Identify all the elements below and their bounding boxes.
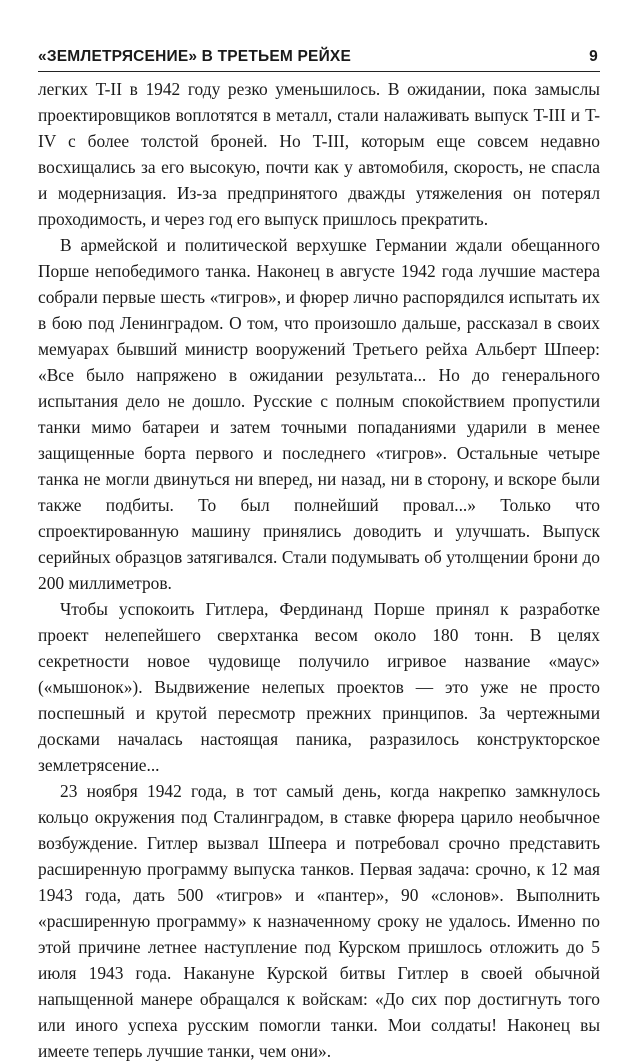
page-number: 9 <box>589 48 598 65</box>
paragraph: Чтобы успокоить Гитлера, Фердинанд Порше принял к разработке проект нелепейшего сверхтанка весом около 180 тонн. В целях секретности новое чудовище получило игривое название «маус» («мышонок»). Выдвижение нелепых проектов — это уже не просто поспешный и крутой пересмотр прежних принципов. За чертежными досками началась настоящая паника, разразилось конструкторское землетрясение... <box>38 599 600 775</box>
paragraph: 23 ноября 1942 года, в тот самый день, когда накрепко замкнулось кольцо окружения под Сталинградом, в ставке фюрера царило необычное возбуждение. Гитлер вызвал Шпеера и потребовал срочно представить расширенную программу выпуска танков. Первая задача: срочно, к 12 мая 1943 года, дать 500 «тигров» и «пантер», 90 «слонов». Выполнить «расширенную программу» к назначенному сроку не удалось. Именно по этой причине летнее наступление под Курском пришлось отложить до 5 июля 1943 года. Накануне Курской битвы Гитлер в своей обычной напыщенной манере обращался к войскам: «До сих пор достигнуть того или иного успеха русским помогли танки. Мои солдаты! Наконец вы имеете теперь лучшие танки, чем они». <box>38 781 600 1061</box>
running-header <box>38 44 598 66</box>
chapter-title: «ЗЕМЛЕТРЯСЕНИЕ» В ТРЕТЬЕМ РЕЙХЕ <box>38 48 351 65</box>
paragraph: легких T-II в 1942 году резко уменьшилось. В ожидании, пока замыслы проектировщиков воплотятся в металл, стали налаживать выпуск T-III и T-IV с более толстой броней. Но T-III, которым еще совсем недавно восхищались за его высокую, почти как у автомобиля, скорость, не спасла и модернизация. Из-за предпринятого дважды утяжеления он потерял проходимость, и через год его выпуск пришлось прекратить. <box>38 79 600 229</box>
header-rule <box>38 71 600 72</box>
body-text <box>38 76 600 1064</box>
paragraph: В армейской и политической верхушке Германии ждали обещанного Порше непобедимого танка. Наконец в августе 1942 года лучшие мастера собрали первые шесть «тигров», и фюрер лично распорядился испытать их в бою под Ленинградом. О том, что произошло дальше, рассказал в своих мемуарах бывший министр вооружений Третьего рейха Альберт Шпеер: «Все было напряжено в ожидании результата... Но до генерального испытания дело не дошло. Русские с полным спокойствием пропустили танки мимо батареи и затем точными попаданиями ударили в менее защищенные борта первого и последнего «тигров». Остальные четыре танка не могли двинуться ни вперед, ни назад, ни в сторону, и вскоре были также подбиты. То был полнейший провал...» Только что спроектированную машину принялись доводить и улучшать. Выпуск серийных образцов затягивался. Стали подумывать об утолщении брони до 200 миллиметров. <box>38 235 600 593</box>
